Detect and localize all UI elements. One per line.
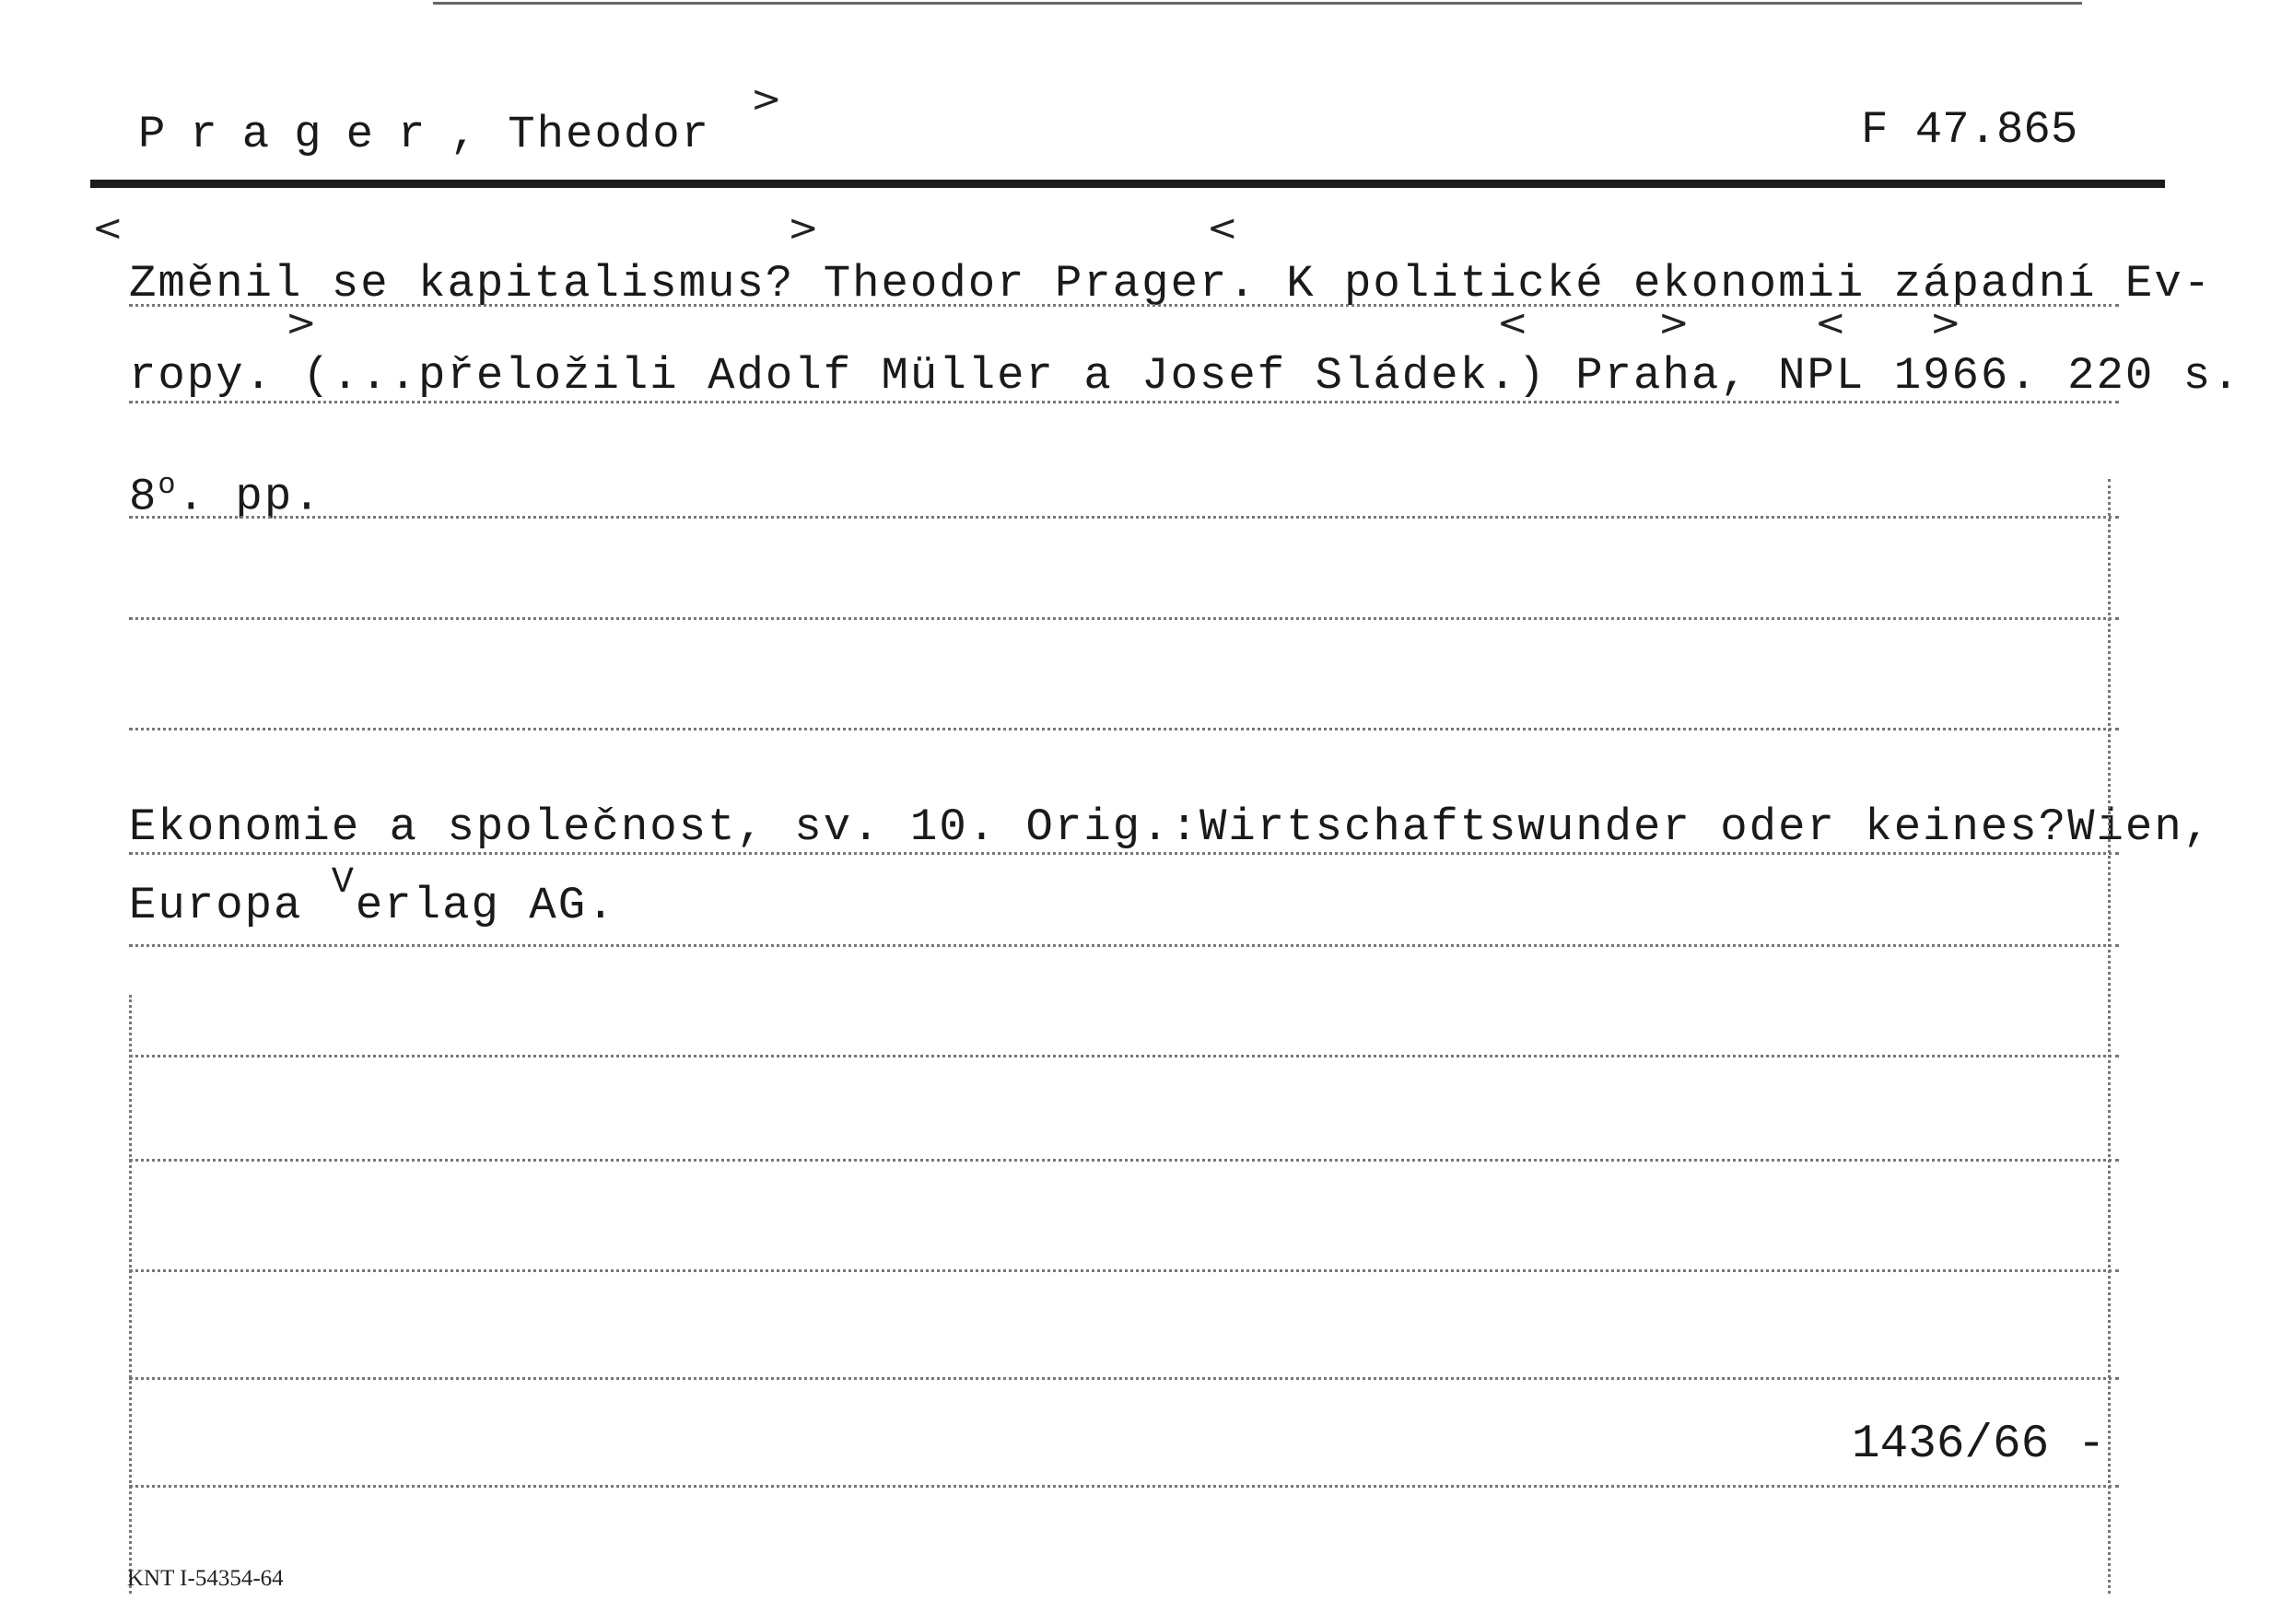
correction-mark: > bbox=[751, 78, 782, 121]
correction-mark: > bbox=[286, 302, 317, 345]
call-number: F 47.865 bbox=[1861, 104, 2078, 156]
format-degree: o bbox=[158, 468, 178, 502]
publisher-erlag: erlag AG. bbox=[355, 880, 616, 931]
ruled-line bbox=[129, 1377, 2119, 1380]
left-margin-dots bbox=[129, 995, 132, 1594]
ruled-line bbox=[129, 617, 2119, 620]
ruled-line bbox=[129, 944, 2119, 947]
heading-rule bbox=[90, 180, 2165, 188]
correction-mark: < bbox=[1815, 302, 1846, 345]
heading-surname: Prager bbox=[138, 109, 450, 160]
format-line bbox=[129, 468, 322, 522]
top-edge-line bbox=[433, 2, 2082, 5]
right-margin-dots bbox=[2108, 479, 2111, 1594]
title-line-2: ropy. (...přeložili Adolf Müller a Josef Sládek.) Praha, NPL 1966. 220 s. bbox=[129, 350, 2241, 402]
series-note-line-1: Ekonomie a společnost, sv. 10. Orig.:Wirtschaftswunder oder keines?Wien, bbox=[129, 801, 2213, 853]
correction-mark: < bbox=[1497, 302, 1528, 345]
correction-mark: > bbox=[788, 207, 819, 250]
ruled-line bbox=[129, 1269, 2119, 1272]
correction-mark: > bbox=[1930, 302, 1961, 345]
title-line-1: Změnil se kapitalismus? Theodor Prager. K politické ekonomii západní Ev- bbox=[129, 258, 2213, 310]
heading-name bbox=[138, 109, 710, 160]
format-size: 8 bbox=[129, 471, 158, 523]
correction-mark: < bbox=[92, 207, 123, 250]
correction-mark: < bbox=[1207, 207, 1238, 250]
ruled-line bbox=[129, 852, 2119, 855]
accession-number: 1436/66 - bbox=[1852, 1419, 2106, 1471]
ruled-line bbox=[129, 1159, 2119, 1162]
ruled-line bbox=[129, 728, 2119, 730]
inserted-v: V bbox=[331, 862, 356, 904]
ruled-line bbox=[129, 516, 2119, 519]
series-note-line-2 bbox=[129, 862, 616, 931]
ruled-line bbox=[129, 1055, 2119, 1057]
publisher-europa: Europa bbox=[129, 880, 332, 931]
printer-code: KNT I-54354-64 bbox=[127, 1566, 284, 1591]
format-pp: . pp. bbox=[177, 471, 322, 523]
ruled-line bbox=[129, 1485, 2119, 1488]
ruled-line bbox=[129, 401, 2119, 403]
heading-forename: , Theodor bbox=[450, 109, 711, 160]
correction-mark: > bbox=[1658, 302, 1690, 345]
